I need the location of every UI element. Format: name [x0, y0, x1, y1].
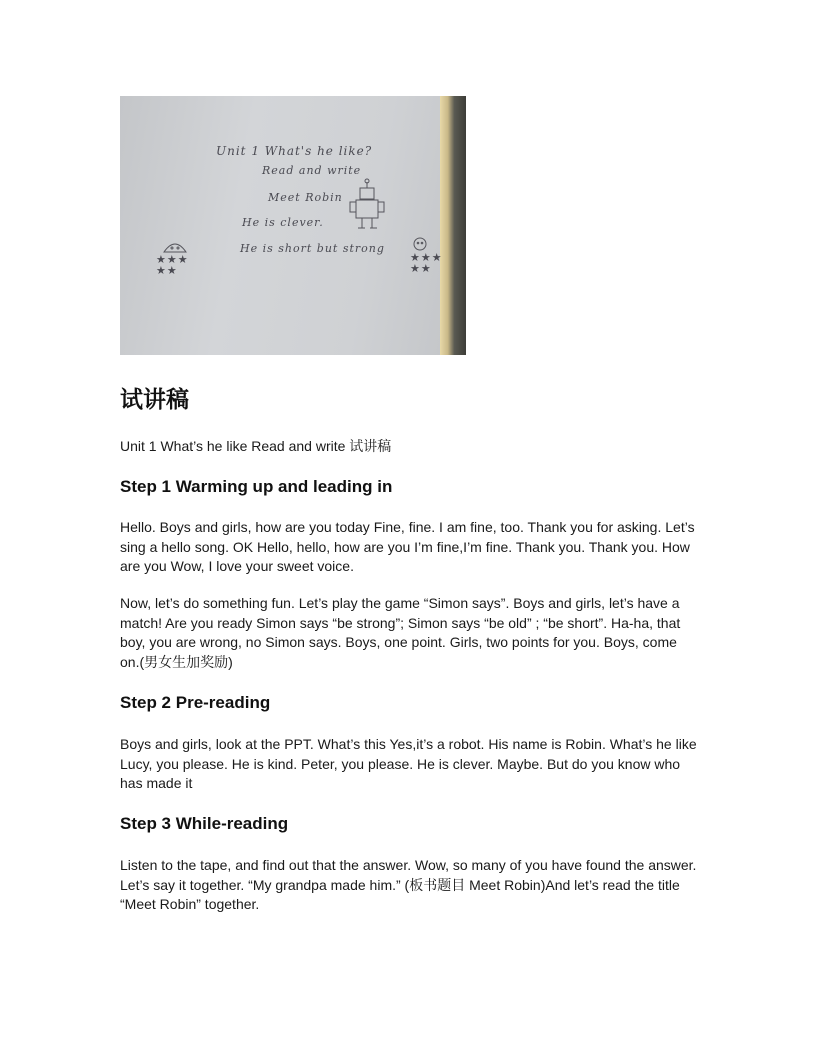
step3-paragraph-1: Listen to the tape, and find out that the answer. Wow, so many of you have found the answer. Let’s say it together. “My grandpa made him.” (板书题目 Meet Robin)And let’s read the title “Meet Robin” together. — [120, 857, 697, 912]
photo-line-3: Meet Robin — [268, 191, 343, 204]
photo-line-4: He is clever. — [242, 216, 324, 229]
step2-heading: Step 2 Pre-reading — [120, 693, 271, 712]
blackboard-photo — [120, 96, 466, 355]
right-face-doodle — [414, 238, 426, 250]
photo-line-1: Unit 1 What's he like? — [216, 144, 373, 158]
subtitle: Unit 1 What’s he like Read and write 试讲稿 — [120, 438, 392, 454]
step3-heading: Step 3 While-reading — [120, 814, 289, 833]
page-title: 试讲稿 — [120, 387, 189, 413]
step2-paragraph-1: Boys and girls, look at the PPT. What’s this Yes,it’s a robot. His name is Robin. What’s he like Lucy, you please. He is kind. Peter, you please. He is clever. Maybe. But do you know who has made it — [120, 736, 697, 791]
photo-line-2: Read and write — [262, 164, 362, 177]
step1-heading: Step 1 Warming up and leading in — [120, 477, 393, 496]
left-stars: ★★★ ★★ — [156, 253, 189, 277]
right-stars: ★★★ ★★ — [410, 251, 443, 275]
step1-paragraph-2: Now, let’s do something fun. Let’s play the game “Simon says”. Boys and girls, let’s have a match! Are you ready Simon says “be strong”; Simon says “be old” ; “be short”. Ha-ha, that boy, you are wrong, no Simon says. Boys, one point. Girls, two points for you. Boys, come on.(男女生加奖励) — [120, 595, 681, 670]
step1-paragraph-1: Hello. Boys and girls, how are you today Fine, fine. I am fine, too. Thank you for asking. Let’s sing a hello song. OK Hello, hello, how are you I’m fine,I’m fine. Thank you. Thank you. How are you Wow, I love your sweet voice. — [120, 519, 695, 574]
photo-line-5: He is short but strong — [240, 242, 385, 255]
robot-doodle — [350, 179, 384, 228]
left-face-doodle — [164, 244, 186, 252]
